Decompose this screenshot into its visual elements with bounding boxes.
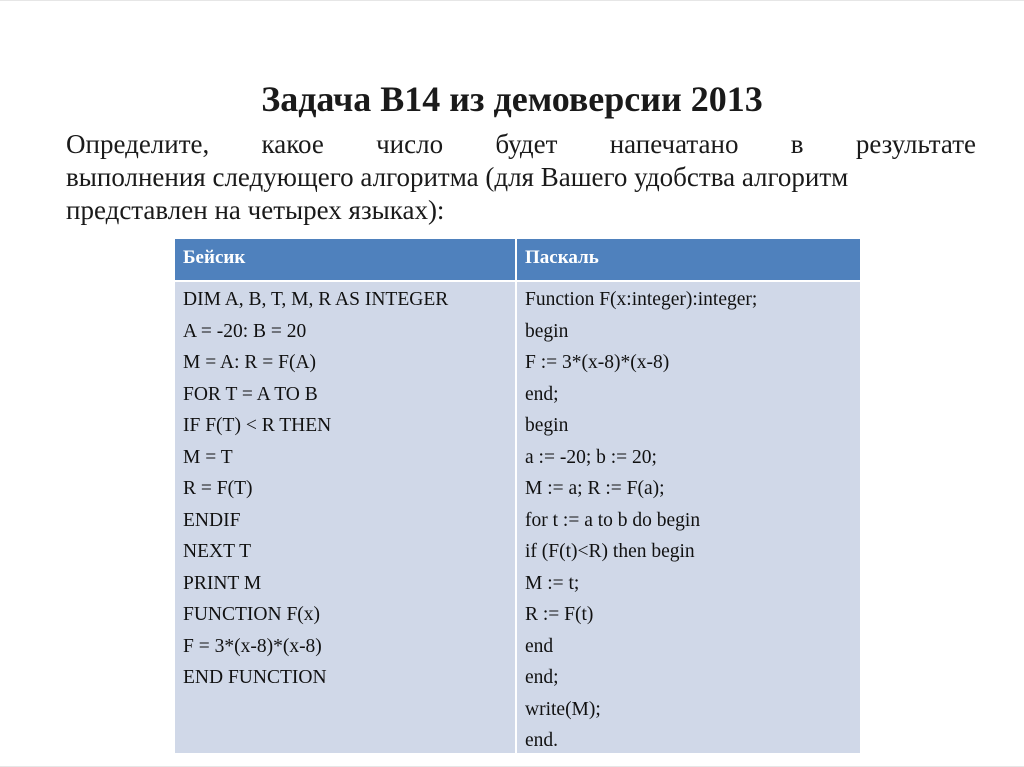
basic-code-line: FUNCTION F(x) (183, 604, 321, 625)
task-line: представлен на четырех языках): (66, 195, 445, 225)
basic-code-line: M = T (183, 446, 233, 468)
basic-code-line: F = 3*(x-8)*(x-8) (183, 635, 322, 657)
pascal-code-line: R := F(t) (525, 604, 594, 625)
pascal-code-line: F := 3*(x-8)*(x-8) (525, 352, 670, 373)
pascal-code-line: write(M); (525, 698, 601, 720)
basic-code-line: DIM A, B, T, M, R AS INTEGER (183, 289, 449, 310)
pascal-code-line: begin (525, 415, 569, 436)
pascal-code-line: a := -20; b := 20; (525, 446, 657, 468)
basic-code-line: R = F(T) (183, 478, 253, 499)
task-text (66, 128, 976, 227)
pascal-code-line: end; (525, 383, 559, 405)
basic-code-line: FOR T = A TO B (183, 383, 318, 405)
basic-code-line: IF F(T) < R THEN (183, 415, 332, 436)
basic-code-line: PRINT M (183, 572, 262, 594)
pascal-code-line: begin (525, 320, 569, 342)
basic-code-line: END FUNCTION (183, 667, 327, 688)
pascal-code-line: M := t; (525, 572, 580, 594)
basic-code-line: NEXT T (183, 541, 252, 562)
code-table (175, 239, 860, 753)
pascal-code-line: M := a; R := F(a); (525, 478, 665, 499)
task-line: выполнения следующего алгоритма (для Вашего удобства алгоритм (66, 162, 849, 192)
pascal-code-cell (517, 282, 860, 753)
pascal-code-line: end. (525, 730, 559, 751)
slide-title: Задача B14 из демоверсии 2013 (261, 79, 763, 119)
basic-code-line: M = A: R = F(A) (183, 352, 317, 373)
basic-column-header: Бейсик (175, 239, 515, 280)
pascal-column-header: Паскаль (517, 239, 860, 280)
pascal-code-line: Function F(x:integer):integer; (525, 289, 758, 310)
task-line: Определите, какое число будет напечатано в результате (66, 129, 976, 159)
basic-code-cell (175, 282, 515, 753)
pascal-code-line: for t := a to b do begin (525, 509, 701, 531)
basic-code-line: ENDIF (183, 509, 241, 531)
pascal-code-line: if (F(t)<R) then begin (525, 541, 695, 562)
pascal-code-line: end; (525, 667, 559, 688)
basic-code-line: A = -20: B = 20 (183, 320, 307, 342)
pascal-code-line: end (525, 635, 554, 657)
